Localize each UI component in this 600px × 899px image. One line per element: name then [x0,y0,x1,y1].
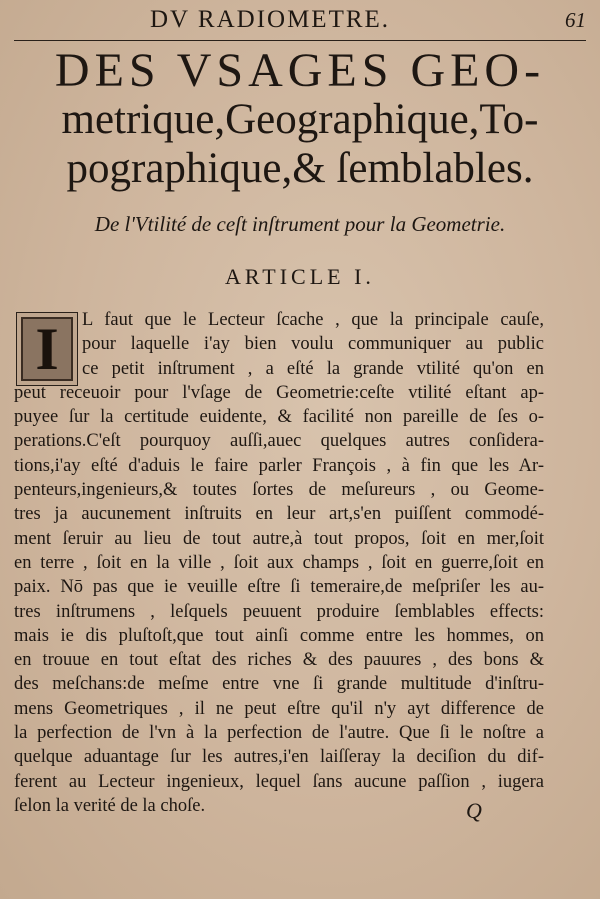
head-rule [14,40,586,41]
text-line: mais ie dis pluſtoſt,que tout ainſi comme entre les hommes, on [14,625,544,646]
title-line-2: metrique,Geographique,To- [61,96,539,143]
catchword: Q [466,798,482,823]
page-number: 61 [565,8,586,32]
text-line: en terre , ſoit en la ville , ſoit aux champs , ſoit en guerre,ſoit en [14,552,544,573]
text-line: ſelon la verité de la choſe. [14,795,206,816]
title-line-1: DES VSAGES GEO- [54,44,546,97]
section-subtitle: De l'Vtilité de ceſt inſtrument pour la Geometrie. [94,212,506,236]
title-line-3: pographique,& ſemblables. [66,145,534,192]
text-line: peut receuoir pour l'vſage de Geometrie:ceſte vtilité eſtant ap- [14,382,544,403]
chapter-title [0,46,600,193]
drop-cap-initial: I [16,312,78,386]
text-line: ce petit inſtrument , a eſté la grande vtilité qu'on en [82,358,544,379]
article-heading: ARTICLE I. [225,264,375,289]
text-line: des meſchans:de meſme entre vne ſi grande multitude d'inſtru- [14,674,544,695]
text-line: la perfection de l'vn à la perfection de l'autre. Que ſi le noſtre a [14,723,544,744]
text-line: L faut que le Lecteur ſcache , que la principale cauſe, [82,310,544,330]
text-line: tions,i'ay eſté d'aduis le faire parler François , à fin que les Ar- [14,455,544,476]
text-line: penteurs,ingenieurs,& toutes ſortes de meſureurs , ou Geome- [14,480,544,501]
text-line: tres ja aucunement inſtruits en leur art,s'en puiſſent commodé- [14,504,544,525]
running-title: DV RADIOMETRE. [150,6,391,33]
text-line: en trouue en tout eſtat des riches & des pauures , des bons & [14,650,544,671]
text-line: tres inſtrumens , leſquels peuuent produire ſemblables effects: [14,601,544,622]
text-line: mens Geometriques , il ne peut eſtre qu'il n'y ayt difference de [14,698,544,719]
text-line: ment ſeruir au lieu de tout autre,à tout propos, ſoit en mer,ſoit [14,528,544,549]
running-head [0,4,600,36]
body-text [14,308,544,818]
text-line: paix. Nō pas que ie veuille eſtre ſi temeraire,de meſpriſer les au- [14,577,544,598]
text-line: puyee ſur la certitude euidente, & facilité non pareille de ſes o- [14,407,544,428]
text-line: perations.C'eſt pourquoy auſſi,auec quelques autres conſidera- [14,431,544,452]
text-line: quelque aduantage ſur les autres,i'en laiſſeray la deciſion du dif- [14,747,544,768]
text-line: pour laquelle i'ay bien voulu communiquer au public [82,334,544,355]
text-line: ferent au Lecteur ingenieux, lequel ſans aucune paſſion , iugera [14,771,544,792]
